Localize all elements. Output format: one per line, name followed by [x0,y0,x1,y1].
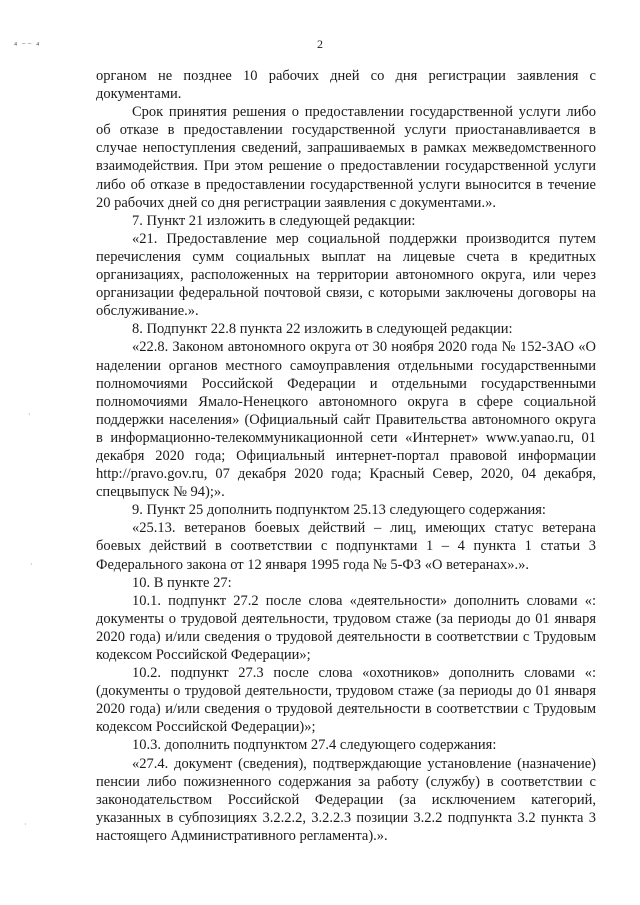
document-body [96,67,596,845]
scan-artifact-dot: · [30,560,33,569]
paragraph: «27.4. документ (сведения), подтверждающие установление (назначение) пенсии либо пожизненного содержания за работу (службу) в соответствии с законодательством Российской Федерации (за исключением категорий, указанных в субпозициях 3.2.2.2, 3.2.2.3 позиции 3.2.2 подпункта 3.2 пункта 3 настоящего Административного регламента).». [96,755,596,844]
paragraph: 10.3. дополнить подпунктом 27.4 следующего содержания: [132,737,497,754]
page-number: 2 [317,37,323,51]
paragraph: «21. Предоставление мер социальной поддержки производится путем перечисления сумм социальных выплат на лицевые счета в кредитных организациях, расположенных на территории автономного округа, или через организации федеральной почтовой связи, с которыми заключены договоры на обслуживание.». [96,230,596,320]
scan-artifact-dot: · [28,410,31,419]
paragraph: 9. Пункт 25 дополнить подпунктом 25.13 следующего содержания: [132,502,546,519]
paragraph: 7. Пункт 21 изложить в следующей редакции: [132,212,416,229]
paragraph: 10.1. подпункт 27.2 после слова «деятельности» дополнить словами «: документы о трудовой деятельности, трудовом стаже (за периоды до 01 января 2020 года) и/или сведения о трудовой деятельности в соответствии с Трудовым кодексом Российской Федерации»; [96,592,596,663]
paragraph: 8. Подпункт 22.8 пункта 22 изложить в следующей редакции: [132,321,513,338]
paragraph: «22.8. Законом автономного округа от 30 ноября 2020 года № 152-ЗАО «О наделении органов местного самоуправления отдельными государственными полномочиями Российской Федерации и отдельными государственными полномочиями Ямало-Ненецкого автономного округа в сфере социальной поддержки населения» (Официальный сайт Правительства автономного округа в информационно-телекоммуникационной сети «Интернет» www.yanao.ru, 01 декабря 2020 года; Официальный интернет-портал правовой информации http://pravo.gov.ru, 07 декабря 2020 года; Красный Север, 2020, 04 декабря, спецвыпуск № 94);». [96,339,596,501]
paragraph: Срок принятия решения о предоставлении государственной услуги либо об отказе в предоставлении государственной услуги приостанавливается в случае непоступления сведений, запрашиваемых в рамках межведомственного взаимодействия. При этом решение о предоставлении государственной услуги либо об отказе в предоставлении государственной услуги выносится в течение 20 рабочих дней со дня регистрации заявления с документами.». [96,104,596,211]
paragraph: 10.2. подпункт 27.3 после слова «охотников» дополнить словами «: (документы о трудовой деятельности, трудовом стаже (за периоды до 01 января 2020 года) и/или сведения о трудовой деятельности в соответствии с Трудовым кодексом Российской Федерации)»; [96,665,596,736]
paragraph: 10. В пункте 27: [132,574,232,591]
paragraph: органом не позднее 10 рабочих дней со дня регистрации заявления с документами. [96,68,596,103]
paragraph: «25.13. ветеранов боевых действий – лиц, имеющих статус ветерана боевых действий в соответствии с подпунктами 1 – 4 пункта 1 статьи 3 Федерального закона от 12 января 1995 года № 5-ФЗ «О ветеранах».». [96,520,596,573]
scan-margin-marks: ⁴ ⁻⁻ ⁴ [14,40,41,50]
scan-artifact-dot: · [24,820,27,829]
